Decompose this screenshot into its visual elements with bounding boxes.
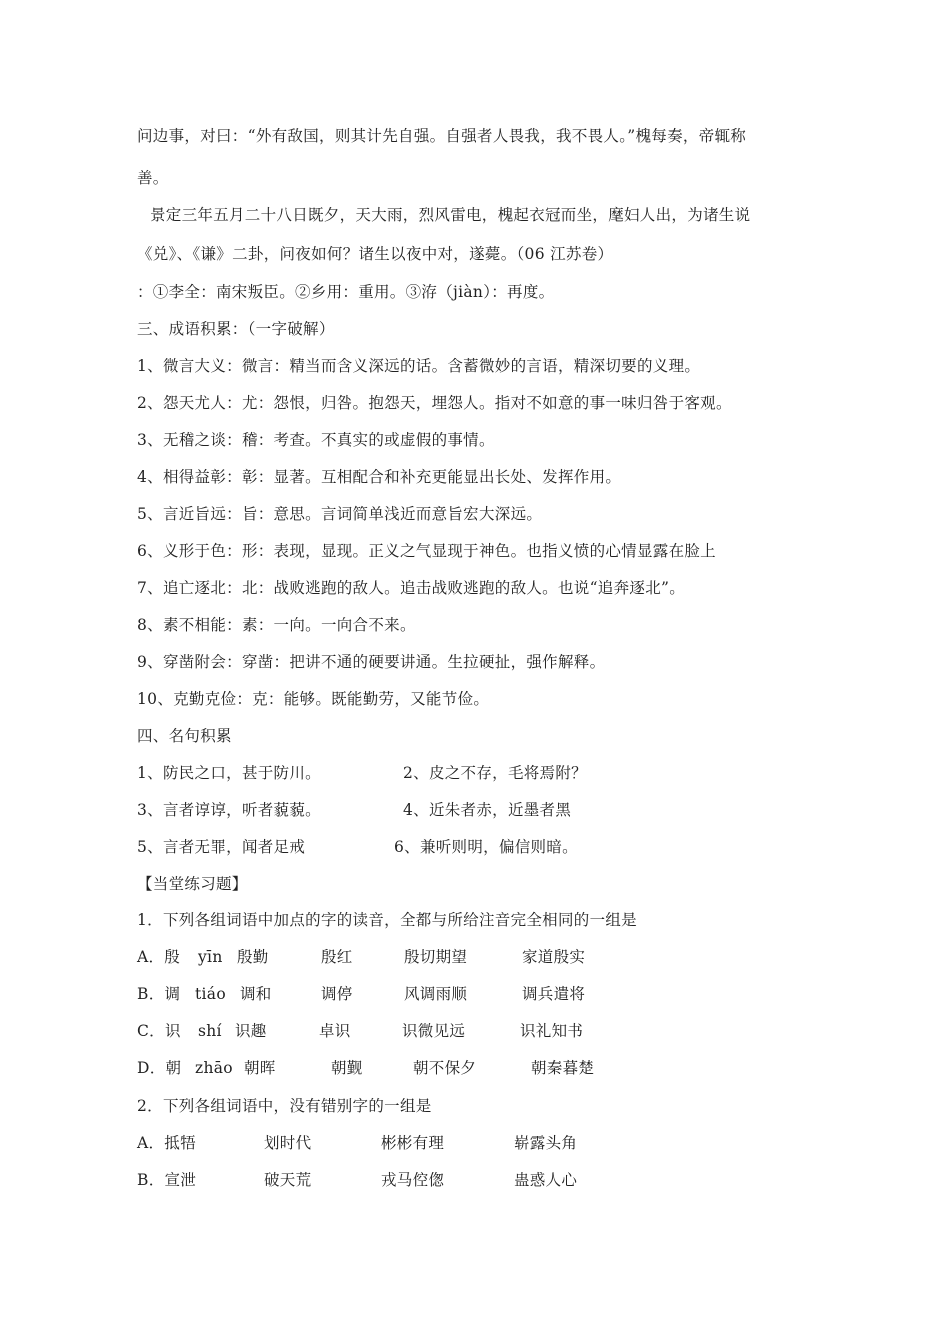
word: 识礼知书 — [520, 1022, 584, 1040]
question-stem: 1．下列各组词语中加点的字的读音，全都与所给注音完全相同的一组是 — [137, 911, 637, 929]
word: 殷切期望 — [404, 948, 468, 966]
idiom-item: 4、相得益彰：彰：显著。互相配合和补充更能显出长处、发挥作用。 — [137, 468, 622, 486]
word: 戎马倥偬 — [381, 1171, 445, 1189]
word: 朝秦暮楚 — [531, 1059, 595, 1077]
passage-line: 问边事，对曰：“外有敌国，则其计先自强。自强者人畏我，我不畏人。”槐每奏，帝辄称 — [137, 127, 747, 145]
idiom-item: 2、怨天尤人：尤：怨恨，归咎。抱怨天，埋怨人。指对不如意的事一味归咎于客观。 — [137, 394, 732, 412]
option-letter: A．抵牾 — [137, 1134, 196, 1152]
option-letter: A．殷 — [137, 948, 181, 966]
idiom-item: 3、无稽之谈：稽：考查。不真实的或虚假的事情。 — [137, 431, 495, 449]
word: 调和 — [240, 985, 272, 1003]
option-letter: B．调 — [137, 985, 181, 1003]
word: 朝不保夕 — [413, 1059, 477, 1077]
word: 蛊惑人心 — [514, 1171, 578, 1189]
option-letter: B．宣泄 — [137, 1171, 197, 1189]
section-heading-quotes: 四、名句积累 — [137, 727, 232, 745]
word: 殷勤 — [237, 948, 269, 966]
word: 殷红 — [321, 948, 353, 966]
pinyin: tiáo — [195, 985, 226, 1003]
idiom-item: 7、追亡逐北：北：战败逃跑的敌人。追击战败逃跑的敌人。也说“追奔逐北”。 — [137, 579, 686, 597]
idiom-item: 10、克勤克俭：克：能够。既能勤劳，又能节俭。 — [137, 690, 490, 708]
quote: 4、近朱者赤，近墨者黑 — [403, 801, 572, 819]
quote: 1、防民之口，甚于防川。 — [137, 764, 321, 782]
quote: 3、言者谆谆，听者藐藐。 — [137, 801, 321, 819]
section-heading-exercise: 【当堂练习题】 — [137, 875, 248, 893]
section-heading-idioms: 三、成语积累：（一字破解） — [137, 320, 335, 338]
idiom-item: 8、素不相能：素：一向。一向合不来。 — [137, 616, 416, 634]
word: 调停 — [321, 985, 353, 1003]
passage-line: 《兑》、《谦》二卦，问夜如何？诸生以夜中对，遂薨。（06 江苏卷） — [137, 245, 614, 263]
passage-notes: ：①李全：南宋叛臣。②乡用：重用。③洊（jiàn）：再度。 — [137, 283, 555, 301]
word: 彬彬有理 — [381, 1134, 445, 1152]
word: 朝晖 — [244, 1059, 276, 1077]
pinyin: yīn — [198, 948, 223, 966]
word: 朝觐 — [331, 1059, 363, 1077]
word: 卓识 — [319, 1022, 351, 1040]
pinyin: zhāo — [195, 1059, 233, 1077]
option-letter: C．识 — [137, 1022, 181, 1040]
quote: 2、皮之不存，毛将焉附？ — [403, 764, 587, 782]
idiom-item: 6、义形于色：形：表现，显现。正义之气显现于神色。也指义愤的心情显露在脸上 — [137, 542, 716, 560]
word: 家道殷实 — [522, 948, 586, 966]
idiom-item: 1、微言大义：微言：精当而含义深远的话。含蓄微妙的言语，精深切要的义理。 — [137, 357, 701, 375]
idiom-item: 9、穿凿附会：穿凿：把讲不通的硬要讲通。生拉硬扯，强作解释。 — [137, 653, 606, 671]
quote: 6、兼听则明，偏信则暗。 — [394, 838, 578, 856]
passage-line: 善。 — [137, 169, 169, 187]
question-stem: 2．下列各组词语中，没有错别字的一组是 — [137, 1097, 432, 1115]
word: 识趣 — [235, 1022, 267, 1040]
word: 划时代 — [264, 1134, 312, 1152]
passage-line: 景定三年五月二十八日既夕，天大雨，烈风雷电，槐起衣冠而坐，麾妇人出，为诸生说 — [150, 206, 751, 224]
word: 风调雨顺 — [404, 985, 468, 1003]
quote: 5、言者无罪，闻者足戒 — [137, 838, 306, 856]
word: 崭露头角 — [514, 1134, 578, 1152]
pinyin: shí — [198, 1022, 222, 1040]
word: 识微见远 — [402, 1022, 466, 1040]
word: 破天荒 — [264, 1171, 312, 1189]
option-letter: D．朝 — [137, 1059, 182, 1077]
word: 调兵遣将 — [522, 985, 586, 1003]
idiom-item: 5、言近旨远：旨：意思。言词简单浅近而意旨宏大深远。 — [137, 505, 543, 523]
